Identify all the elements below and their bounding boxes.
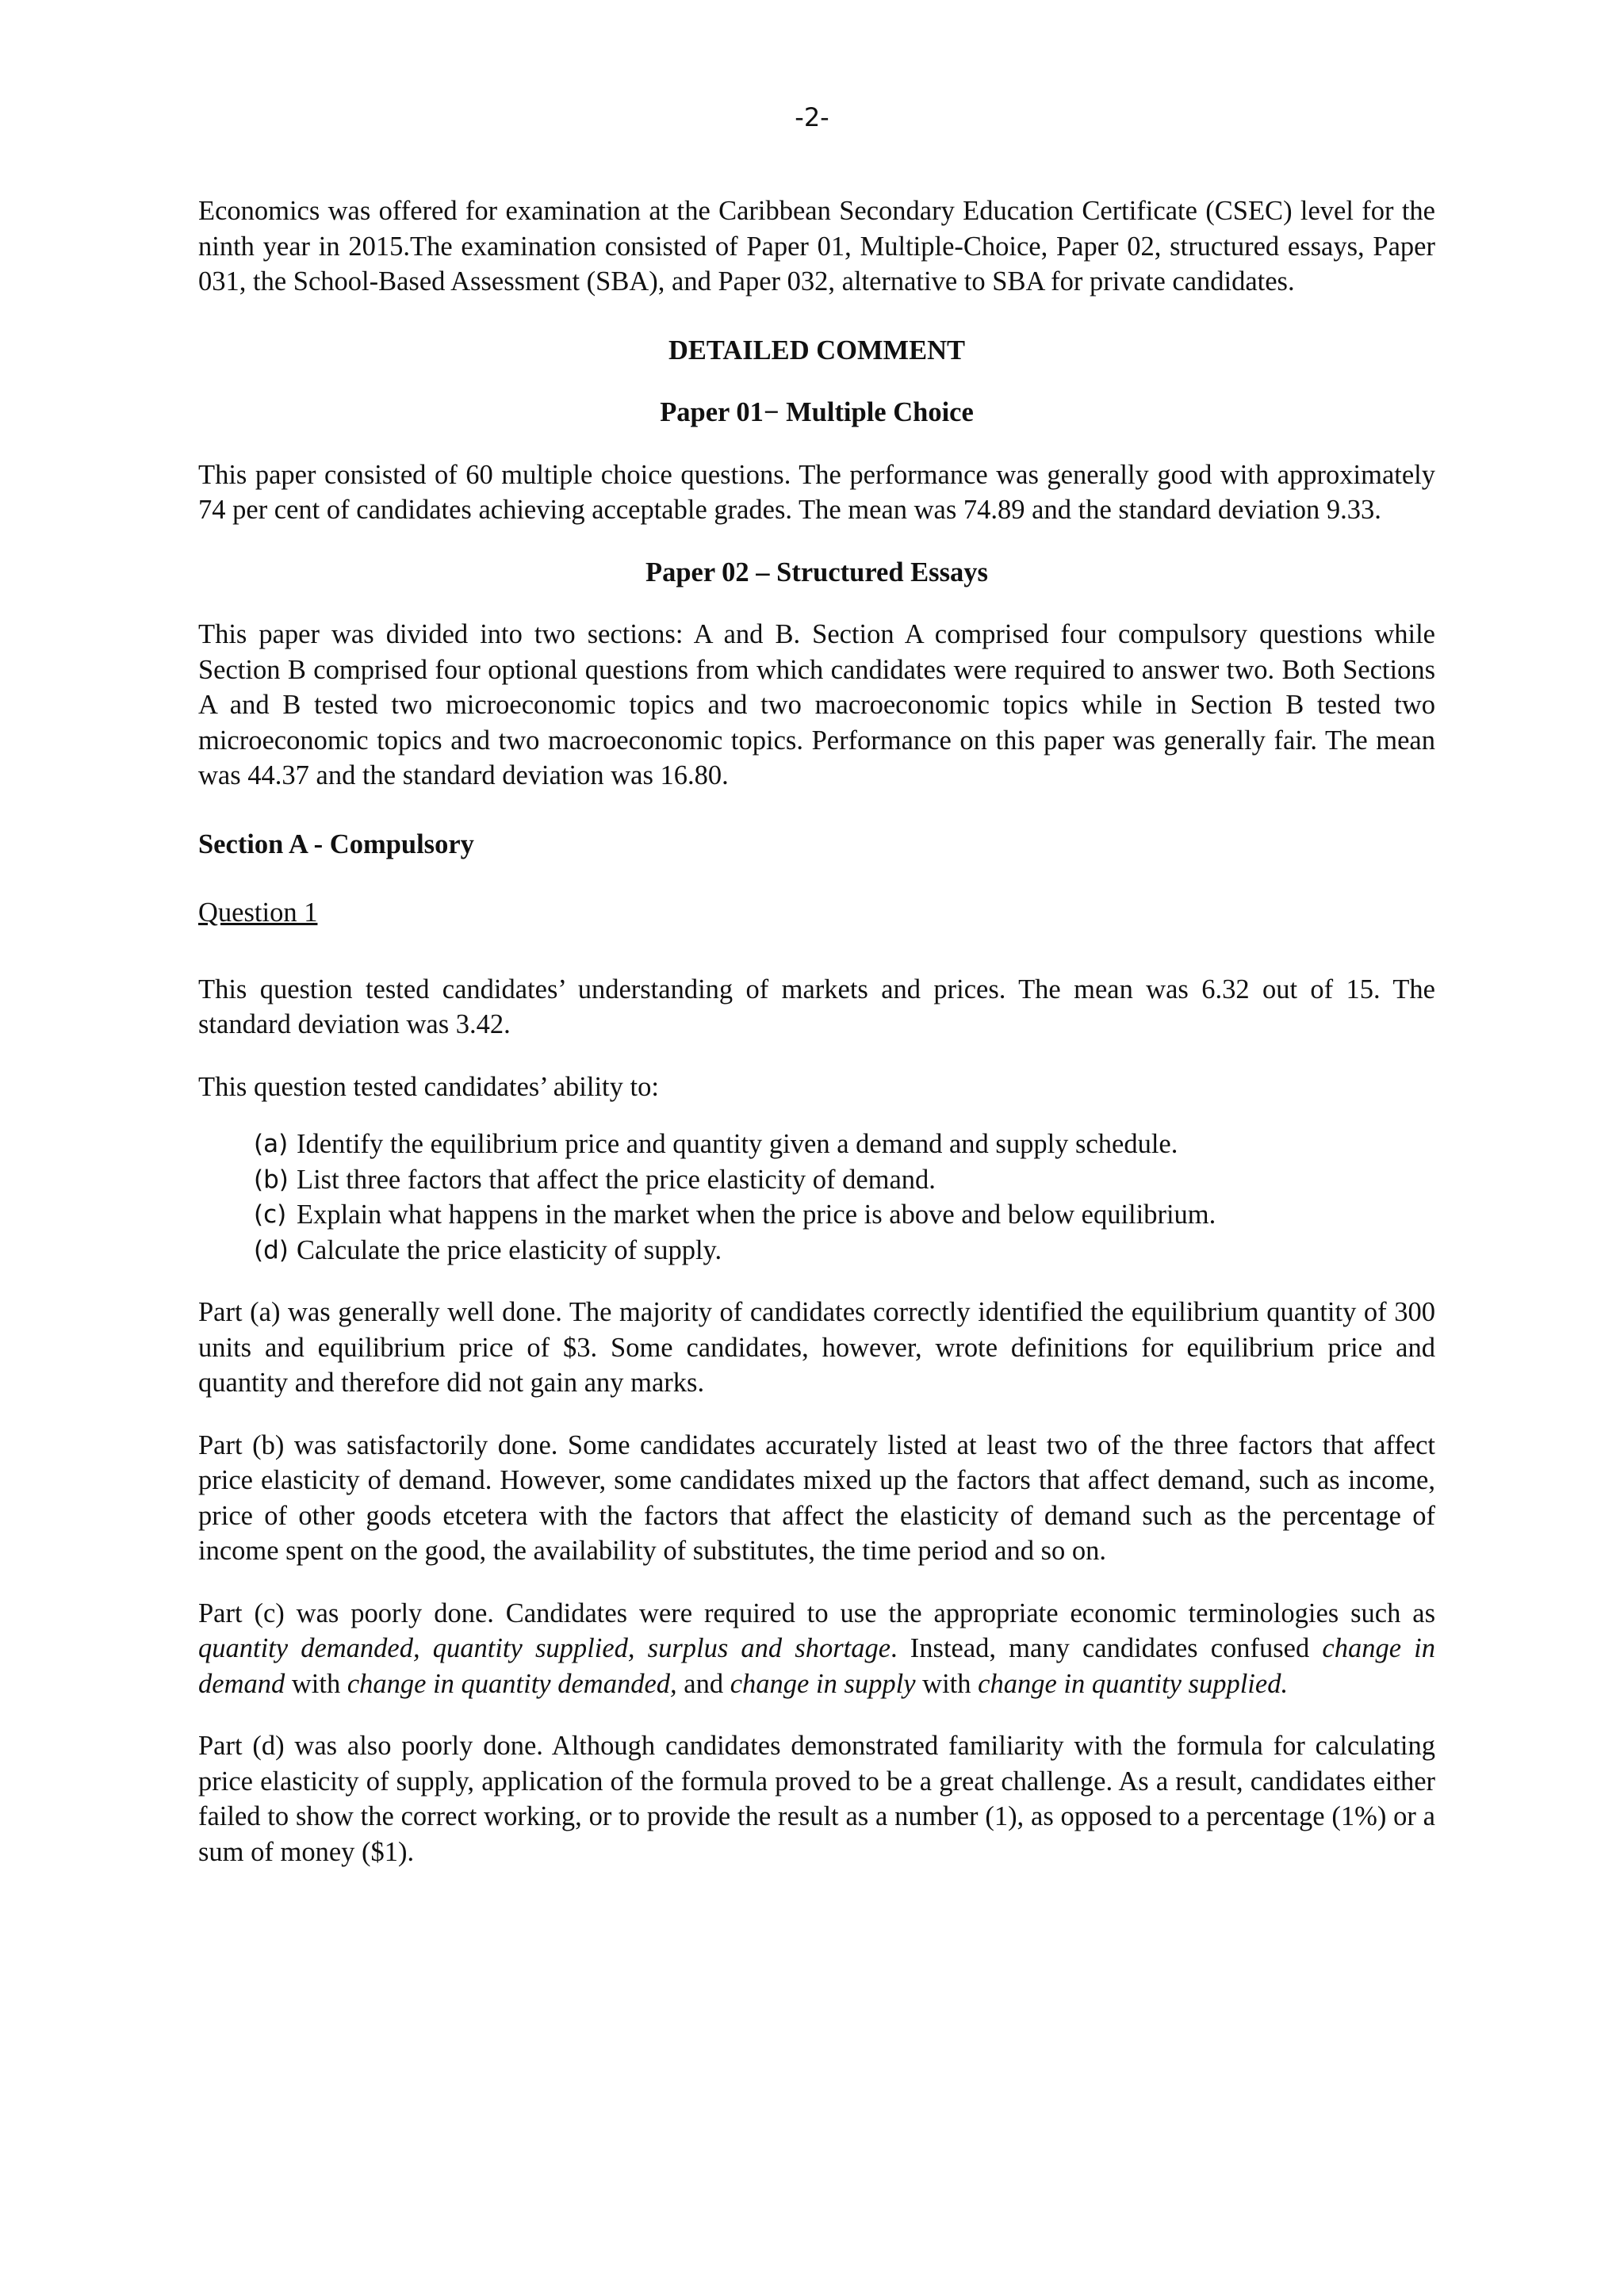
list-item xyxy=(254,1162,1435,1198)
question1-label-text: Question 1 xyxy=(198,897,318,928)
intro-paragraph: Economics was offered for examination at the Caribbean Secondary Education Certificate (CSEC) level for the ninth year in 2015.The examination consisted of Paper 01, Multiple-Choice, Paper 02, structured essays, Paper 031, the School-Based Assessment (SBA), and Paper 032, alternative to SBA for private candidates. xyxy=(198,196,1435,297)
detailed-comment-heading: DETAILED COMMENT xyxy=(668,335,966,365)
part-c-text: with xyxy=(285,1668,347,1699)
paper02-paragraph: This paper was divided into two sections: A and B. Section A comprised four compulsory questions while Section B comprised four optional questions from which candidates were required to answer two. Both Sections A and B tested two microeconomic topics and two macroeconomic topics while in Section B tested two microeconomic topics and two macroeconomic topics. Performance on this paper was generally fair. The mean was 44.37 and the standard deviation was 16.80. xyxy=(198,619,1435,790)
question1-label xyxy=(198,895,1435,931)
list-item xyxy=(254,1127,1435,1162)
question1-intro: This question tested candidates’ understanding of markets and prices. The mean was 6.32 out of 15. The standard deviation was 3.42. xyxy=(198,974,1435,1039)
part-c-emphasis: change in supply xyxy=(730,1668,916,1699)
part-c-emphasis: change in quantity demanded, xyxy=(347,1668,677,1699)
part-c-emphasis: quantity demanded, quantity supplied, surplus and shortage xyxy=(198,1633,891,1663)
list-marker: (a) xyxy=(254,1130,289,1158)
list-item-text: Identify the equilibrium price and quantity given a demand and supply schedule. xyxy=(297,1129,1178,1159)
part-d-paragraph: Part (d) was also poorly done. Although candidates demonstrated familiarity with the formula for calculating price elasticity of supply, application of the formula proved to be a great challenge. As a result, candidates either failed to show the correct working, or to provide the result as a number (1), as opposed to a percentage (1%) or a sum of money ($1). xyxy=(198,1731,1435,1867)
part-c-text: with xyxy=(915,1668,979,1699)
part-c-emphasis: change in quantity supplied. xyxy=(978,1668,1289,1699)
part-c-text: and xyxy=(676,1668,730,1699)
abilities-list xyxy=(198,1127,1435,1268)
part-b-paragraph: Part (b) was satisfactorily done. Some candidates accurately listed at least two of the three factors that affect price elasticity of demand. However, some candidates mixed up the factors that affect demand, such as income, price of other goods etcetera with the factors that affect the elasticity of demand such as the percentage of income spent on the good, the availability of substitutes, the time period and so on. xyxy=(198,1429,1435,1566)
page-number: -2- xyxy=(795,102,829,132)
part-c-emphasis: change in demand xyxy=(198,1633,1435,1699)
ability-lead: This question tested candidates’ ability to: xyxy=(198,1071,659,1102)
list-item-text: Calculate the price elasticity of supply. xyxy=(297,1234,722,1265)
paper01-heading: Paper 01− Multiple Choice xyxy=(660,397,974,427)
part-c-text: Part (c) was poorly done. Candidates were required to use the appropriate economic terminologies such as xyxy=(198,1598,1435,1628)
list-item-text: Explain what happens in the market when the price is above and below equilibrium. xyxy=(297,1200,1216,1230)
document-body xyxy=(198,193,1435,1869)
part-a-paragraph: Part (a) was generally well done. The majority of candidates correctly identified the equilibrium quantity of 300 units and equilibrium price of $3. Some candidates, however, wrote definitions for equilibrium price and quantity and therefore did not gain any marks. xyxy=(198,1297,1435,1398)
part-c-paragraph xyxy=(198,1596,1435,1702)
section-a-heading: Section A - Compulsory xyxy=(198,828,474,859)
list-item xyxy=(254,1197,1435,1233)
part-c-text: . Instead, many candidates confused xyxy=(891,1633,1323,1663)
paper01-paragraph: This paper consisted of 60 multiple choice questions. The performance was generally good with approximately 74 per cent of candidates achieving acceptable grades. The mean was 74.89 and the standard deviation 9.33. xyxy=(198,459,1435,525)
list-marker: (d) xyxy=(254,1235,289,1265)
list-marker: (b) xyxy=(254,1165,289,1194)
list-item xyxy=(254,1233,1435,1269)
list-marker: (c) xyxy=(254,1200,287,1229)
list-item-text: List three factors that affect the price elasticity of demand. xyxy=(297,1164,936,1195)
paper02-heading: Paper 02 – Structured Essays xyxy=(645,557,988,587)
